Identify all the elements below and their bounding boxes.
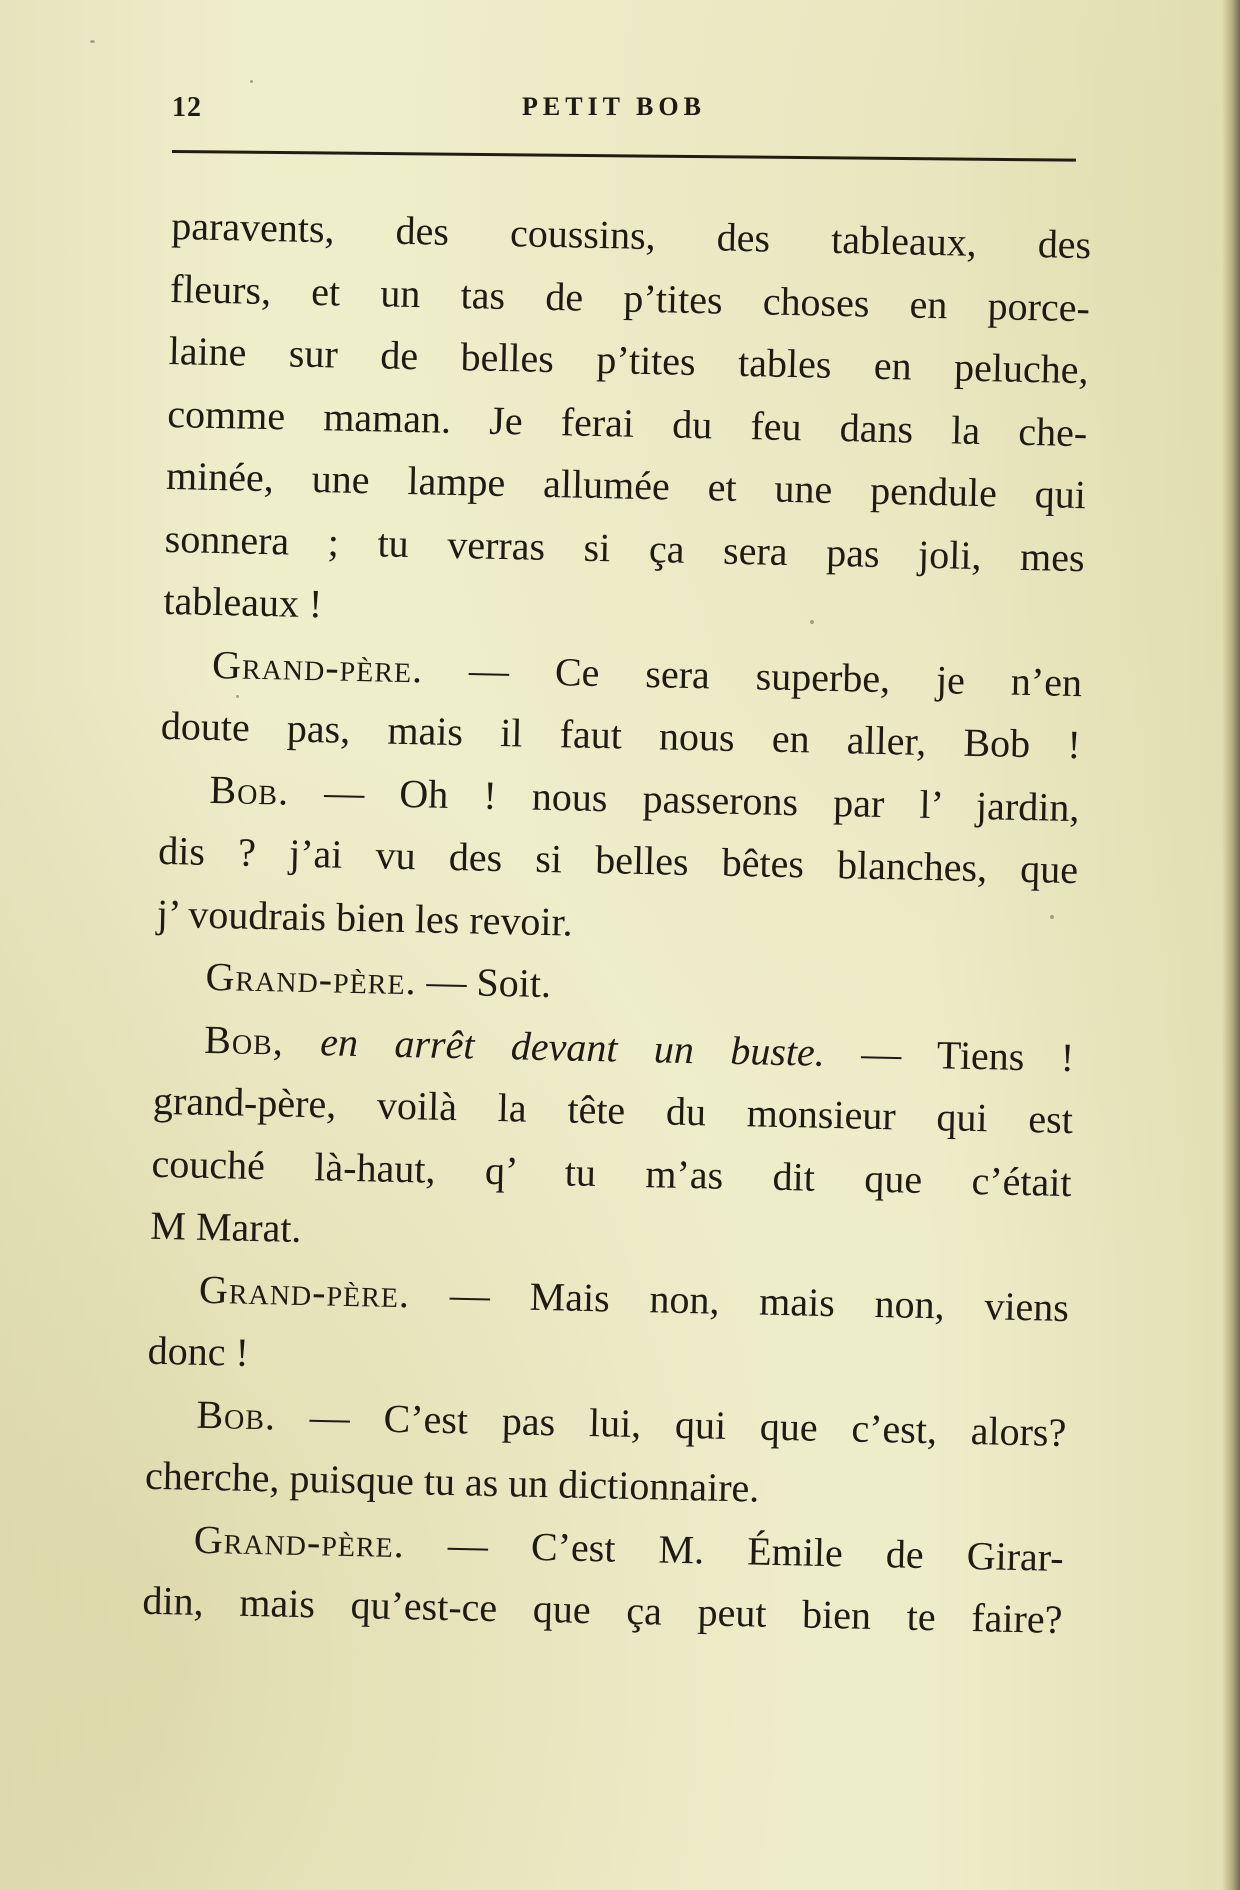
text-line: laine sur de belles p’tites tables en peluche,	[168, 327, 1090, 393]
text-line: M Marat.	[149, 1202, 302, 1251]
dialogue-text: — Tiens !	[824, 1029, 1075, 1080]
speaker-name: Bob,	[203, 1016, 285, 1064]
speaker-name: Grand-père.	[211, 641, 424, 691]
dialogue-text: — Ce sera superbe, je n’en	[422, 645, 1083, 705]
body-text	[142, 195, 1092, 1651]
text-line: couché là-haut, q’ tu m’as dit que c’était	[151, 1140, 1072, 1205]
page-edge	[1222, 0, 1240, 1890]
speaker-name: Grand-père.	[193, 1516, 406, 1566]
text-line: fleurs, et un tas de p’tites choses en porce-	[169, 265, 1091, 330]
paper-speck	[1050, 915, 1054, 919]
text-line: din, mais qu’est-ce que ça peut bien te faire?	[142, 1577, 1063, 1642]
text-line: grand-père, voilà la tête du monsieur qui est	[152, 1077, 1074, 1143]
speaker-name: Bob.	[196, 1391, 277, 1438]
page-number: 12	[172, 92, 202, 123]
dialogue-text: — Oh ! nous passerons par l’ jardin,	[288, 768, 1080, 830]
text-line: comme maman. Je ferai du feu dans la che-	[166, 390, 1088, 455]
speaker-name: Grand-père.	[205, 953, 418, 1004]
text-line: j’ voudrais bien les revoir.	[156, 890, 574, 945]
text-line: tableaux !	[163, 577, 323, 627]
dialogue-text: — Mais non, mais non, viens	[409, 1270, 1070, 1330]
running-title: PETIT BOB	[522, 92, 706, 121]
text-line: dis ? j’ai vu des si belles bêtes blanches, que	[157, 827, 1079, 893]
text-line: donc !	[147, 1327, 250, 1375]
text-line: paravents, des coussins, des tableaux, des	[170, 202, 1092, 268]
speaker-name: Bob.	[209, 766, 290, 814]
paper-speck	[236, 695, 239, 698]
text-line: cherche, puisque tu as un dictionnaire.	[144, 1452, 760, 1511]
text-line: sonnera ; tu verras si ça sera pas joli, mes	[164, 515, 1086, 580]
dialogue-text: — Soit.	[416, 958, 552, 1007]
paper-speck	[90, 40, 95, 43]
header-rule	[172, 150, 1076, 162]
text-line: doute pas, mais il faut nous en aller, Bob !	[160, 702, 1082, 768]
text-line: minée, une lampe allumée et une pendule qui	[165, 452, 1087, 518]
speaker-name: Grand-père.	[198, 1266, 411, 1316]
dialogue-text: — C’est M. Émile de Girar-	[404, 1520, 1065, 1580]
paper-speck	[250, 80, 253, 83]
stage-direction: en arrêt devant un buste.	[319, 1018, 826, 1075]
dialogue-text: — C’est pas lui, qui que c’est, alors?	[275, 1392, 1067, 1455]
paper-speck	[810, 620, 814, 624]
running-header	[172, 92, 1072, 132]
